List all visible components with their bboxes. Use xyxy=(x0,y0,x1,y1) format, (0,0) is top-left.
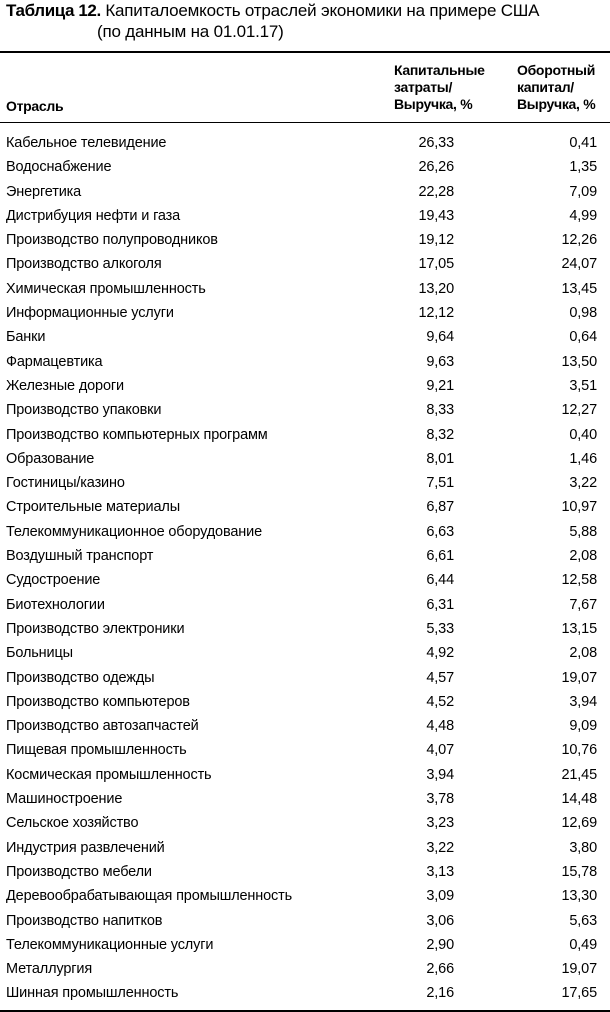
header-industry: Отрасль xyxy=(6,98,64,114)
working-capital-value: 5,63 xyxy=(569,912,597,929)
industry-name: Производство мебели xyxy=(6,863,152,880)
table-row xyxy=(0,277,610,301)
capex-value: 19,43 xyxy=(418,207,454,224)
industry-name: Строительные материалы xyxy=(6,499,181,516)
capex-value: 5,33 xyxy=(426,620,454,637)
header-wc-line: Оборотный xyxy=(517,62,596,78)
table-row xyxy=(0,666,610,690)
table-row xyxy=(0,811,610,835)
working-capital-value: 1,35 xyxy=(569,159,597,176)
working-capital-value: 13,45 xyxy=(561,280,597,297)
table-row xyxy=(0,860,610,884)
table-row xyxy=(0,909,610,933)
working-capital-value: 7,67 xyxy=(569,596,597,613)
header-wc-line: капитал/ xyxy=(517,79,574,95)
working-capital-value: 0,49 xyxy=(569,936,597,953)
table-row xyxy=(0,641,610,665)
industry-name: Деревообрабатывающая промышленность xyxy=(6,888,293,905)
industry-name: Дистрибуция нефти и газа xyxy=(6,207,181,224)
header-capex-line: затраты/ xyxy=(394,79,453,95)
capex-value: 4,92 xyxy=(426,645,454,662)
table-row xyxy=(0,544,610,568)
industry-name: Индустрия развлечений xyxy=(6,839,165,856)
capex-value: 9,64 xyxy=(426,329,454,346)
capex-value: 22,28 xyxy=(418,183,454,200)
table-row xyxy=(0,447,610,471)
capex-value: 7,51 xyxy=(426,475,454,492)
table-row xyxy=(0,738,610,762)
industry-name: Фармацевтика xyxy=(6,353,103,370)
capex-value: 9,21 xyxy=(426,377,454,394)
table-row xyxy=(0,423,610,447)
table-row xyxy=(0,520,610,544)
industry-name: Железные дороги xyxy=(6,377,124,394)
table-row xyxy=(0,228,610,252)
table-row xyxy=(0,714,610,738)
table-row xyxy=(0,933,610,957)
industry-name: Телекоммуникационное оборудование xyxy=(6,523,263,540)
table-caption xyxy=(6,0,606,42)
industry-name: Сельское хозяйство xyxy=(6,815,139,832)
capex-value: 26,33 xyxy=(418,135,454,151)
working-capital-value: 0,64 xyxy=(569,329,597,346)
table-row xyxy=(0,398,610,422)
header-wc-line: Выручка, % xyxy=(517,96,596,112)
industry-name: Телекоммуникационные услуги xyxy=(6,936,214,953)
working-capital-value: 19,07 xyxy=(561,961,597,978)
working-capital-value: 24,07 xyxy=(561,256,597,273)
header-rule xyxy=(0,122,610,123)
working-capital-value: 9,09 xyxy=(569,718,597,735)
top-rule xyxy=(0,51,610,53)
working-capital-value: 2,08 xyxy=(569,548,597,565)
capex-value: 3,78 xyxy=(426,791,454,808)
working-capital-value: 3,22 xyxy=(569,475,597,492)
capex-value: 3,09 xyxy=(426,888,454,905)
header-capex-line: Капитальные xyxy=(394,62,485,78)
working-capital-value: 3,94 xyxy=(569,693,597,710)
working-capital-value: 13,15 xyxy=(561,620,597,637)
industry-name: Воздушный транспорт xyxy=(6,548,154,565)
table-row xyxy=(0,884,610,908)
table-row xyxy=(0,301,610,325)
industry-name: Производство одежды xyxy=(6,669,155,686)
table-row xyxy=(0,325,610,349)
table-row xyxy=(0,471,610,495)
header-capex xyxy=(394,62,494,113)
capex-value: 2,66 xyxy=(426,961,454,978)
table-row xyxy=(0,981,610,1005)
working-capital-value: 13,30 xyxy=(561,888,597,905)
industry-name: Водоснабжение xyxy=(6,159,112,176)
working-capital-value: 10,97 xyxy=(561,499,597,516)
industry-name: Образование xyxy=(6,450,95,467)
capex-value: 3,94 xyxy=(426,766,454,783)
capex-value: 4,07 xyxy=(426,742,454,759)
industry-name: Машиностроение xyxy=(6,791,123,808)
table-row xyxy=(0,350,610,374)
working-capital-value: 17,65 xyxy=(561,985,597,1002)
table-row xyxy=(0,204,610,228)
working-capital-value: 0,40 xyxy=(569,426,597,443)
industry-name: Производство упаковки xyxy=(6,402,162,419)
industry-name: Судостроение xyxy=(6,572,101,589)
capex-value: 2,90 xyxy=(426,936,454,953)
working-capital-value: 10,76 xyxy=(561,742,597,759)
capex-value: 8,01 xyxy=(426,450,454,467)
capex-value: 4,48 xyxy=(426,718,454,735)
table-row xyxy=(0,180,610,204)
working-capital-value: 1,46 xyxy=(569,450,597,467)
industry-name: Производство алкоголя xyxy=(6,256,162,273)
working-capital-value: 7,09 xyxy=(569,183,597,200)
capex-value: 8,33 xyxy=(426,402,454,419)
working-capital-value: 0,98 xyxy=(569,305,597,322)
industry-name: Пищевая промышленность xyxy=(6,742,187,759)
capex-value: 4,57 xyxy=(426,669,454,686)
table-row xyxy=(0,568,610,592)
capex-value: 19,12 xyxy=(418,232,454,249)
industry-name: Космическая промышленность xyxy=(6,766,212,783)
working-capital-value: 12,26 xyxy=(561,232,597,249)
industry-name: Информационные услуги xyxy=(6,305,174,322)
working-capital-value: 12,27 xyxy=(561,402,597,419)
working-capital-value: 13,50 xyxy=(561,353,597,370)
industry-name: Производство автозапчастей xyxy=(6,718,199,735)
capex-value: 17,05 xyxy=(418,256,454,273)
working-capital-value: 0,41 xyxy=(569,135,597,151)
industry-name: Биотехнологии xyxy=(6,596,105,613)
table-row xyxy=(0,763,610,787)
working-capital-value: 5,88 xyxy=(569,523,597,540)
working-capital-value: 4,99 xyxy=(569,207,597,224)
working-capital-value: 15,78 xyxy=(561,863,597,880)
capex-value: 6,87 xyxy=(426,499,454,516)
industry-name: Банки xyxy=(6,329,46,346)
table-row xyxy=(0,495,610,519)
industry-name: Кабельное телевидение xyxy=(6,135,167,151)
table-subtitle: (по данным на 01.01.17) xyxy=(97,22,284,41)
industry-name: Производство компьютеров xyxy=(6,693,190,710)
industry-name: Больницы xyxy=(6,645,73,662)
table-row xyxy=(0,131,610,155)
industry-name: Металлургия xyxy=(6,961,93,978)
working-capital-value: 3,80 xyxy=(569,839,597,856)
table-row xyxy=(0,617,610,641)
table-number: Таблица 12. xyxy=(6,1,101,20)
capex-value: 4,52 xyxy=(426,693,454,710)
capex-value: 3,13 xyxy=(426,863,454,880)
capex-value: 6,44 xyxy=(426,572,454,589)
industry-name: Производство полупроводников xyxy=(6,232,218,249)
table-row xyxy=(0,836,610,860)
industry-name: Производство напитков xyxy=(6,912,163,929)
table-title: Капиталоемкость отраслей экономики на примере США xyxy=(105,1,540,20)
capex-value: 6,61 xyxy=(426,548,454,565)
caption-line-1 xyxy=(6,0,606,21)
table-row xyxy=(0,252,610,276)
working-capital-value: 3,51 xyxy=(569,377,597,394)
industry-name: Химическая промышленность xyxy=(6,280,206,297)
capex-value: 8,32 xyxy=(426,426,454,443)
header-working-capital xyxy=(517,62,607,113)
working-capital-value: 12,58 xyxy=(561,572,597,589)
working-capital-value: 21,45 xyxy=(561,766,597,783)
capex-value: 2,16 xyxy=(426,985,454,1002)
capex-value: 6,31 xyxy=(426,596,454,613)
capex-value: 6,63 xyxy=(426,523,454,540)
table-row xyxy=(0,957,610,981)
capex-value: 3,06 xyxy=(426,912,454,929)
working-capital-value: 12,69 xyxy=(561,815,597,832)
header-capex-line: Выручка, % xyxy=(394,96,473,112)
capex-value: 9,63 xyxy=(426,353,454,370)
table-body xyxy=(0,131,610,1006)
table-row xyxy=(0,690,610,714)
working-capital-value: 19,07 xyxy=(561,669,597,686)
industry-name: Производство компьютерных программ xyxy=(6,426,268,443)
table-row xyxy=(0,374,610,398)
industry-name: Гостиницы/казино xyxy=(6,475,125,492)
table-row xyxy=(0,155,610,179)
industry-name: Шинная промышленность xyxy=(6,985,179,1002)
table-row xyxy=(0,787,610,811)
capex-value: 3,23 xyxy=(426,815,454,832)
working-capital-value: 14,48 xyxy=(561,791,597,808)
working-capital-value: 2,08 xyxy=(569,645,597,662)
table-row xyxy=(0,593,610,617)
industry-name: Энергетика xyxy=(6,183,82,200)
industry-name: Производство электроники xyxy=(6,620,185,637)
capex-value: 13,20 xyxy=(418,280,454,297)
capex-value: 3,22 xyxy=(426,839,454,856)
capex-value: 12,12 xyxy=(418,305,454,322)
capex-value: 26,26 xyxy=(418,159,454,176)
